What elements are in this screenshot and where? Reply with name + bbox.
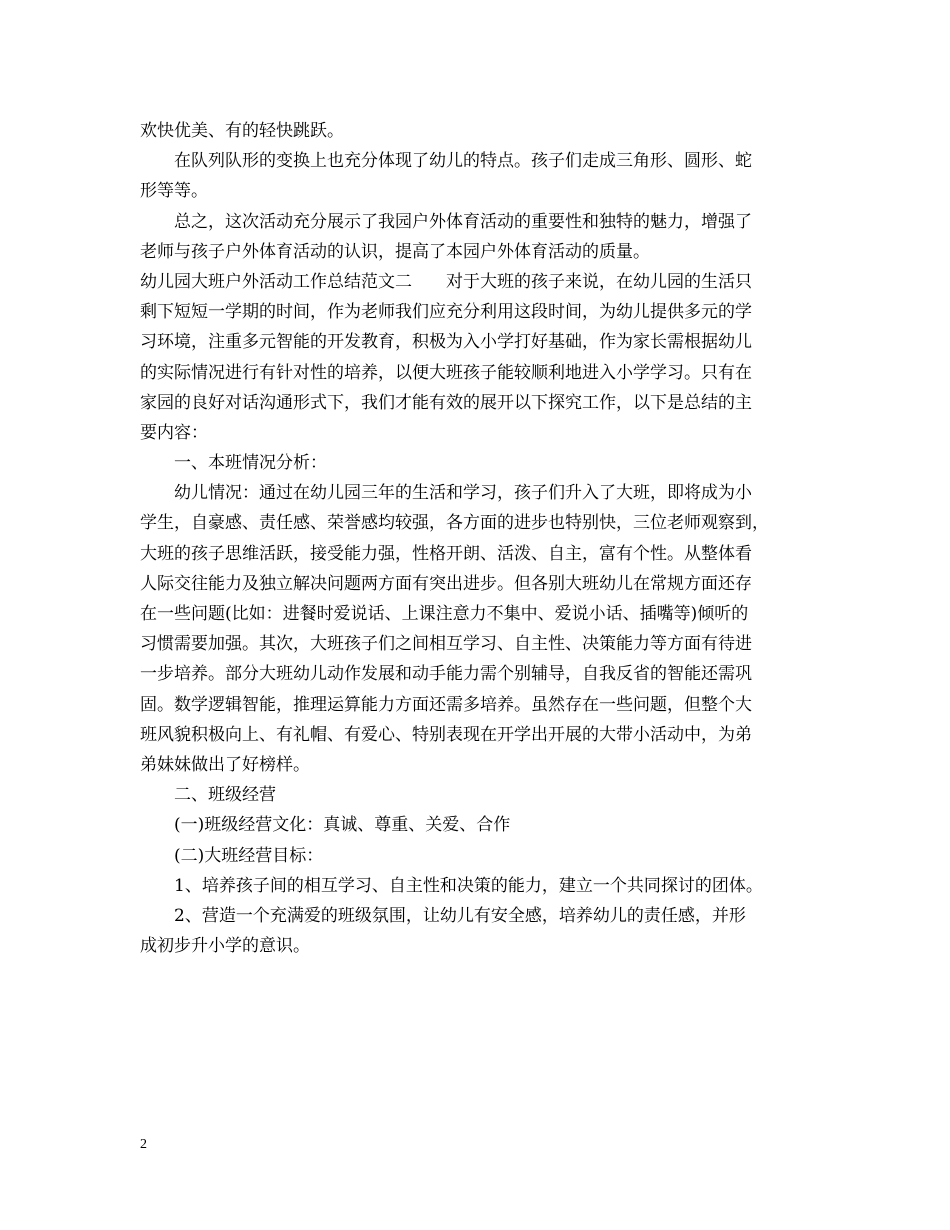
text-line: 1、培养孩子间的相互学习、自主性和决策的能力，建立一个共同探讨的团体。 xyxy=(174,875,763,896)
text-line: 固。数学逻辑智能，推理运算能力方面还需多培养。虽然存在一些问题，但整个大 xyxy=(140,694,752,715)
text-line: (一)班级经营文化：真诚、尊重、关爱、合作 xyxy=(174,815,511,836)
text-line: 一步培养。部分大班幼儿动作发展和动手能力需个别辅导，自我反省的智能还需巩 xyxy=(140,664,752,685)
body-text xyxy=(140,116,816,961)
page-number: 2 xyxy=(140,1137,147,1152)
text-line: 一、本班情况分析： xyxy=(174,453,327,474)
text-line: 要内容： xyxy=(140,422,208,443)
text-line: 大班的孩子思维活跃，接受能力强，性格开朗、活泼、自主，富有个性。从整体看 xyxy=(140,543,752,564)
text-line: 剩下短短一学期的时间，作为老师我们应充分利用这段时间，为幼儿提供多元的学 xyxy=(140,302,752,323)
text-line: 在一些问题(比如：进餐时爱说话、上课注意力不集中、爱说小话、插嘴等)倾听的 xyxy=(140,604,749,624)
text-line: 弟妹妹做出了好榜样。 xyxy=(140,754,310,775)
text-line: 总之，这次活动充分展示了我园户外体育活动的重要性和独特的魅力，增强了 xyxy=(174,211,752,232)
text-line: 形等等。 xyxy=(140,181,208,202)
text-line: 人际交往能力及独立解决问题两方面有突出进步。但各别大班幼儿在常规方面还存 xyxy=(140,573,752,594)
text-line: 习环境，注重多元智能的开发教育，积极为入小学打好基础，作为家长需根据幼儿 xyxy=(140,332,752,353)
text-line: 班风貌积极向上、有礼帽、有爱心、特别表现在开学出开展的大带小活动中，为弟 xyxy=(140,724,752,745)
text-line: 习惯需要加强。其次，大班孩子们之间相互学习、自主性、决策能力等方面有待进 xyxy=(140,634,752,655)
text-line: 幼儿情况：通过在幼儿园三年的生活和学习，孩子们升入了大班，即将成为小 xyxy=(174,483,752,504)
text-line: 学生，自豪感、责任感、荣誉感均较强，各方面的进步也特别快，三位老师观察到， xyxy=(140,513,769,534)
text-line: 成初步升小学的意识。 xyxy=(140,936,310,957)
text-line: 二、班级经营 xyxy=(174,785,276,806)
text-line: 2、营造一个充满爱的班级氛围，让幼儿有安全感，培养幼儿的责任感，并形 xyxy=(174,905,746,926)
text-line: 欢快优美、有的轻快跳跃。 xyxy=(140,121,344,141)
text-line: (二)大班经营目标： xyxy=(174,845,324,866)
text-line: 的实际情况进行有针对性的培养，以便大班孩子能较顺利地进入小学学习。只有在 xyxy=(140,362,752,383)
text-line: 家园的良好对话沟通形式下，我们才能有效的展开以下探究工作，以下是总结的主 xyxy=(140,392,752,413)
text-line: 幼儿园大班户外活动工作总结范文二 对于大班的孩子来说，在幼儿园的生活只 xyxy=(140,271,752,292)
text-line: 老师与孩子户外体育活动的认识，提高了本园户外体育活动的质量。 xyxy=(140,241,650,262)
text-line: 在队列队形的变换上也充分体现了幼儿的特点。孩子们走成三角形、圆形、蛇 xyxy=(174,151,752,172)
